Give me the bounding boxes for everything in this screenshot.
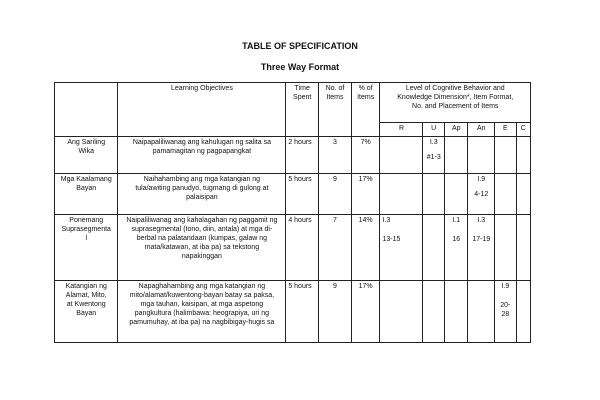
objective-cell: Naipapaliliwanag ang kahulugan ng salita sa pamamagitan ng pagpapangkat bbox=[118, 137, 286, 174]
topic-header bbox=[55, 83, 118, 137]
objectives-header: Learning Objectives bbox=[118, 83, 286, 137]
level-e: E bbox=[495, 123, 516, 137]
topic-cell: Ponemang Suprasegmenta l bbox=[55, 215, 118, 281]
page-title: TABLE OF SPECIFICATION bbox=[242, 41, 358, 51]
specification-table bbox=[54, 82, 531, 343]
c-cell bbox=[516, 215, 530, 281]
table-row bbox=[55, 281, 531, 343]
an-cell bbox=[468, 281, 495, 343]
page-subtitle: Three Way Format bbox=[260, 62, 340, 72]
percent-cell: 17% bbox=[351, 174, 380, 215]
level-c: C bbox=[516, 123, 530, 137]
c-cell bbox=[516, 137, 530, 174]
level-r: R bbox=[380, 123, 423, 137]
objective-cell: Naipaliliwanag ang kahalagahan ng paggamit ng suprasegmental (tono, diin, antala) at mga di- berbal na palatandaan (kumpas, galaw ng mata/katawan, at iba pa) sa tekstong napakinggan bbox=[118, 215, 286, 281]
topic-cell: Katangian ng Alamat, Mito, at Kwentong Bayan bbox=[55, 281, 118, 343]
percent-header: % of Items bbox=[351, 83, 380, 137]
table-row bbox=[55, 215, 531, 281]
time-cell: 5 hours bbox=[286, 174, 319, 215]
u-cell: I.3 #1-3 bbox=[423, 137, 444, 174]
header-row bbox=[55, 83, 531, 123]
e-cell bbox=[495, 174, 516, 215]
items-cell: 7 bbox=[319, 215, 352, 281]
c-cell bbox=[516, 281, 530, 343]
e-cell bbox=[495, 137, 516, 174]
topic-cell: Mga Kaalamang Bayan bbox=[55, 174, 118, 215]
an-cell: I.3 17-19 bbox=[468, 215, 495, 281]
ap-cell bbox=[444, 137, 468, 174]
time-cell: 4 hours bbox=[286, 215, 319, 281]
percent-cell: 7% bbox=[351, 137, 380, 174]
items-cell: 3 bbox=[319, 137, 352, 174]
r-cell: I.3 13-15 bbox=[380, 215, 423, 281]
objective-cell: Naihahambing ang mga katangian ng tula/awiting panudyo, tugmang di gulong at palaisipan bbox=[118, 174, 286, 215]
e-cell: I.9 20-28 bbox=[495, 281, 516, 343]
time-cell: 2 hours bbox=[286, 137, 319, 174]
topic-cell: Ang Sariling Wika bbox=[55, 137, 118, 174]
table-row bbox=[55, 137, 531, 174]
u-cell bbox=[423, 281, 444, 343]
c-cell bbox=[516, 174, 530, 215]
table-row bbox=[55, 174, 531, 215]
ap-cell bbox=[444, 174, 468, 215]
u-cell bbox=[423, 174, 444, 215]
ap-cell: I.1 16 bbox=[444, 215, 468, 281]
items-header: No. of Items bbox=[319, 83, 352, 137]
e-cell bbox=[495, 215, 516, 281]
level-u: U bbox=[423, 123, 444, 137]
u-cell bbox=[423, 215, 444, 281]
r-cell bbox=[380, 137, 423, 174]
r-cell bbox=[380, 281, 423, 343]
time-header: Time Spent bbox=[286, 83, 319, 137]
an-cell: I.9 4-12 bbox=[468, 174, 495, 215]
items-cell: 9 bbox=[319, 174, 352, 215]
an-cell bbox=[468, 137, 495, 174]
level-ap: Ap bbox=[444, 123, 468, 137]
cognitive-header: Level of Cognitive Behavior and Knowledge Dimension*, Item Format, No. and Placement of Items bbox=[380, 83, 531, 123]
level-an: An bbox=[468, 123, 495, 137]
time-cell: 5 hours bbox=[286, 281, 319, 343]
objective-cell: Napaghahambing ang mga katangian ng mito/alamat/kuwentong-bayan batay sa paksa, mga tauhan, kaisipan, at mga aspetong pangkultura (halimbawa: heograpiya, uri ng pamumuhay, at iba pa) na nagbibigay-hugis sa bbox=[118, 281, 286, 343]
items-cell: 9 bbox=[319, 281, 352, 343]
ap-cell bbox=[444, 281, 468, 343]
r-cell bbox=[380, 174, 423, 215]
percent-cell: 14% bbox=[351, 215, 380, 281]
percent-cell: 17% bbox=[351, 281, 380, 343]
